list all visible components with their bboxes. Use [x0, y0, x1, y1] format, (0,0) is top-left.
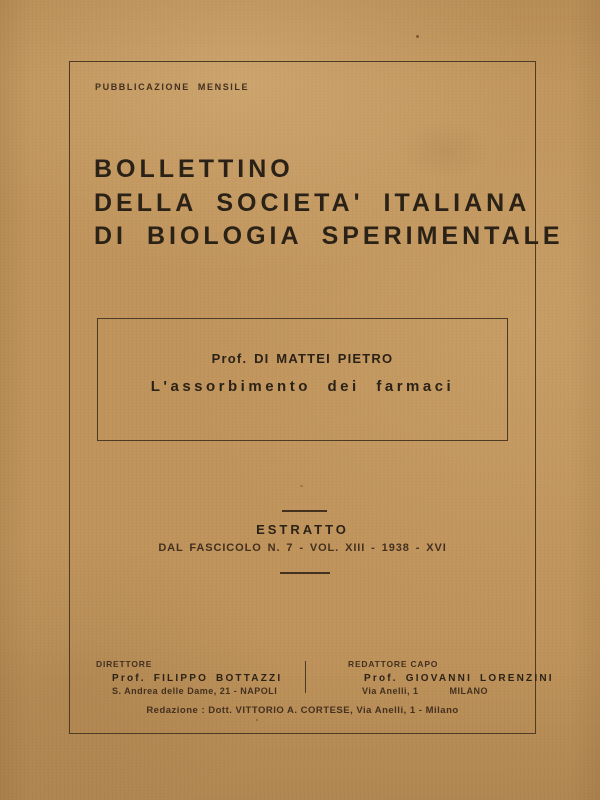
chief-editor-role-label: REDATTORE CAPO — [348, 659, 439, 669]
chief-editor-address-row — [348, 686, 488, 696]
extract-issue-line: DAL FASCICOLO N. 7 - VOL. XIII - 1938 - XVI — [158, 542, 447, 554]
extract-label: ESTRATTO — [256, 522, 349, 537]
chief-editor-address: Via Anelli, 1 — [362, 686, 419, 696]
imprint-column-divider — [305, 661, 306, 693]
separator-rule-bottom — [280, 572, 330, 574]
publication-frequency-label: PUBBLICAZIONE MENSILE — [95, 82, 250, 92]
bulletin-title-line-1: BOLLETTINO — [94, 155, 294, 183]
bulletin-title-line-2: DELLA SOCIETA' ITALIANA — [94, 188, 531, 217]
editorial-office-line: Redazione : Dott. VITTORIO A. CORTESE, Via Anelli, 1 - Milano — [146, 705, 459, 716]
paper-speck — [416, 35, 419, 38]
director-address: S. Andrea delle Dame, 21 - NAPOLI — [112, 686, 278, 696]
chief-editor-block — [348, 659, 554, 696]
author-name: Prof. DI MATTEI PIETRO — [211, 351, 394, 366]
chief-editor-city: MILANO — [449, 686, 488, 696]
director-role-label: DIRETTORE — [96, 659, 153, 669]
chief-editor-name: Prof. GIOVANNI LORENZINI — [364, 673, 554, 684]
bulletin-title — [94, 153, 564, 254]
director-name: Prof. FILIPPO BOTTAZZI — [112, 673, 283, 684]
separator-rule-top — [282, 510, 327, 512]
bulletin-title-line-3: DI BIOLOGIA SPERIMENTALE — [94, 222, 564, 250]
director-block — [96, 659, 282, 696]
article-title: L'assorbimento dei farmaci — [150, 378, 455, 395]
article-box — [97, 318, 508, 441]
